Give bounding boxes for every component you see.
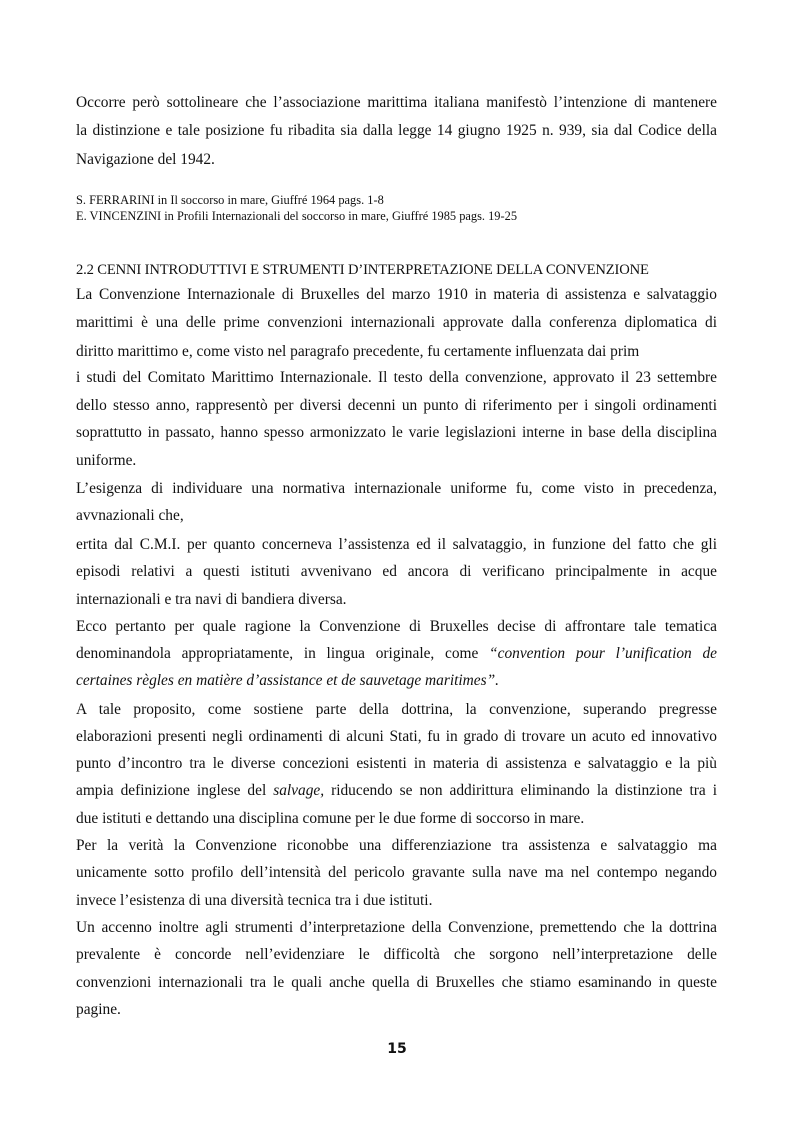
intro-line-3: Navigazione del 1942.	[76, 151, 215, 168]
p1-line-7: uniforme.	[76, 452, 137, 469]
p5-line-1: Per la verità la Convenzione riconobbe una differenziazione tra assistenza e salvataggio ma	[76, 837, 717, 854]
p3-line-2-plain: denominandola appropriatamente, in lingua originale, come	[76, 645, 490, 662]
p5-line-3: invece l’esistenza di una diversità tecnica tra i due istituti.	[76, 892, 433, 909]
p3-line-1: Ecco pertanto per quale ragione la Convenzione di Bruxelles decise di affrontare tale tematica	[76, 618, 717, 635]
p2-line-4: episodi relativi a questi istituti avvenivano ed ancora di verificano principalmente in acque	[76, 563, 717, 580]
p5-line-2: unicamente sotto profilo dell’intensità del pericolo gravante sulla nave ma nel contempo negando	[76, 864, 717, 881]
p6-line-4: pagine.	[76, 1001, 121, 1018]
section-heading: 2.2 CENNI INTRODUTTIVI E STRUMENTI D’INTERPRETAZIONE DELLA CONVENZIONE	[76, 262, 649, 278]
p4-line-4-italic: salvage,	[273, 782, 325, 799]
p4-line-5: due istituti e dettando una disciplina comune per le due forme di soccorso in mare.	[76, 810, 585, 827]
p1-line-6: soprattutto in passato, hanno spesso armonizzato le varie legislazioni interne in base della disciplina	[76, 424, 717, 441]
footnote-1: S. FERRARINI in Il soccorso in mare, Giuffré 1964 pags. 1-8	[76, 193, 384, 207]
p3-line-2	[76, 645, 717, 663]
page-number: 15	[387, 1041, 407, 1057]
p1-line-4: i studi del Comitato Marittimo Internazionale. Il testo della convenzione, approvato il 23 settembre	[76, 369, 717, 386]
p3-line-2-italic: “convention pour l’unification de	[489, 645, 717, 662]
p2-line-1: L’esigenza di individuare una normativa internazionale uniforme fu, come visto in precedenza,	[76, 480, 717, 497]
intro-line-1: Occorre però sottolineare che l’associazione marittima italiana manifestò l’intenzione di mantenere	[76, 94, 717, 111]
p2-line-2: avvnazionali che,	[76, 507, 184, 524]
p1-line-5: dello stesso anno, rappresentò per diversi decenni un punto di riferimento per i singoli ordinamenti	[76, 397, 717, 414]
p1-line-3: diritto marittimo e, come visto nel paragrafo precedente, fu certamente influenzata dai prim	[76, 343, 640, 360]
p1-line-1: La Convenzione Internazionale di Bruxelles del marzo 1910 in materia di assistenza e salvataggio	[76, 286, 717, 303]
p6-line-2: prevalente è concorde nell’evidenziare le difficoltà che sorgono nell’interpretazione delle	[76, 946, 717, 963]
p3-line-3	[76, 672, 717, 690]
p3-line-3-italic: certaines règles en matière d’assistance et de sauvetage maritimes”.	[76, 672, 500, 689]
intro-line-2: la distinzione e tale posizione fu ribadita sia dalla legge 14 giugno 1925 n. 939, sia dal Codice della	[76, 122, 717, 139]
p2-line-5: internazionali e tra navi di bandiera diversa.	[76, 591, 347, 608]
p2-line-3: ertita dal C.M.I. per quanto concerneva l’assistenza ed il salvataggio, in funzione del fatto che gli	[76, 536, 717, 553]
p4-line-4-post: riducendo se non addirittura eliminando la distinzione tra i	[324, 782, 717, 799]
p4-line-3: punto d’incontro tra le diverse concezioni esistenti in materia di assistenza e salvataggio e la più	[76, 755, 717, 772]
p6-line-3: convenzioni internazionali tra le quali anche quella di Bruxelles che stiamo esaminando in queste	[76, 974, 717, 991]
p6-line-1: Un accenno inoltre agli strumenti d’interpretazione della Convenzione, premettendo che la dottrina	[76, 919, 717, 936]
p4-line-1: A tale proposito, come sostiene parte della dottrina, la convenzione, superando pregresse	[76, 701, 717, 718]
p4-line-4-pre: ampia definizione inglese del	[76, 782, 274, 799]
p1-line-2: marittimi è una delle prime convenzioni internazionali approvate dalla conferenza diplomatica di	[76, 314, 717, 331]
p4-line-2: elaborazioni presenti negli ordinamenti di alcuni Stati, fu in grado di trovare un acuto ed innovativo	[76, 728, 717, 745]
footnote-2: E. VINCENZINI in Profili Internazionali del soccorso in mare, Giuffré 1985 pags. 19-25	[76, 209, 518, 223]
p4-line-4	[76, 782, 717, 800]
